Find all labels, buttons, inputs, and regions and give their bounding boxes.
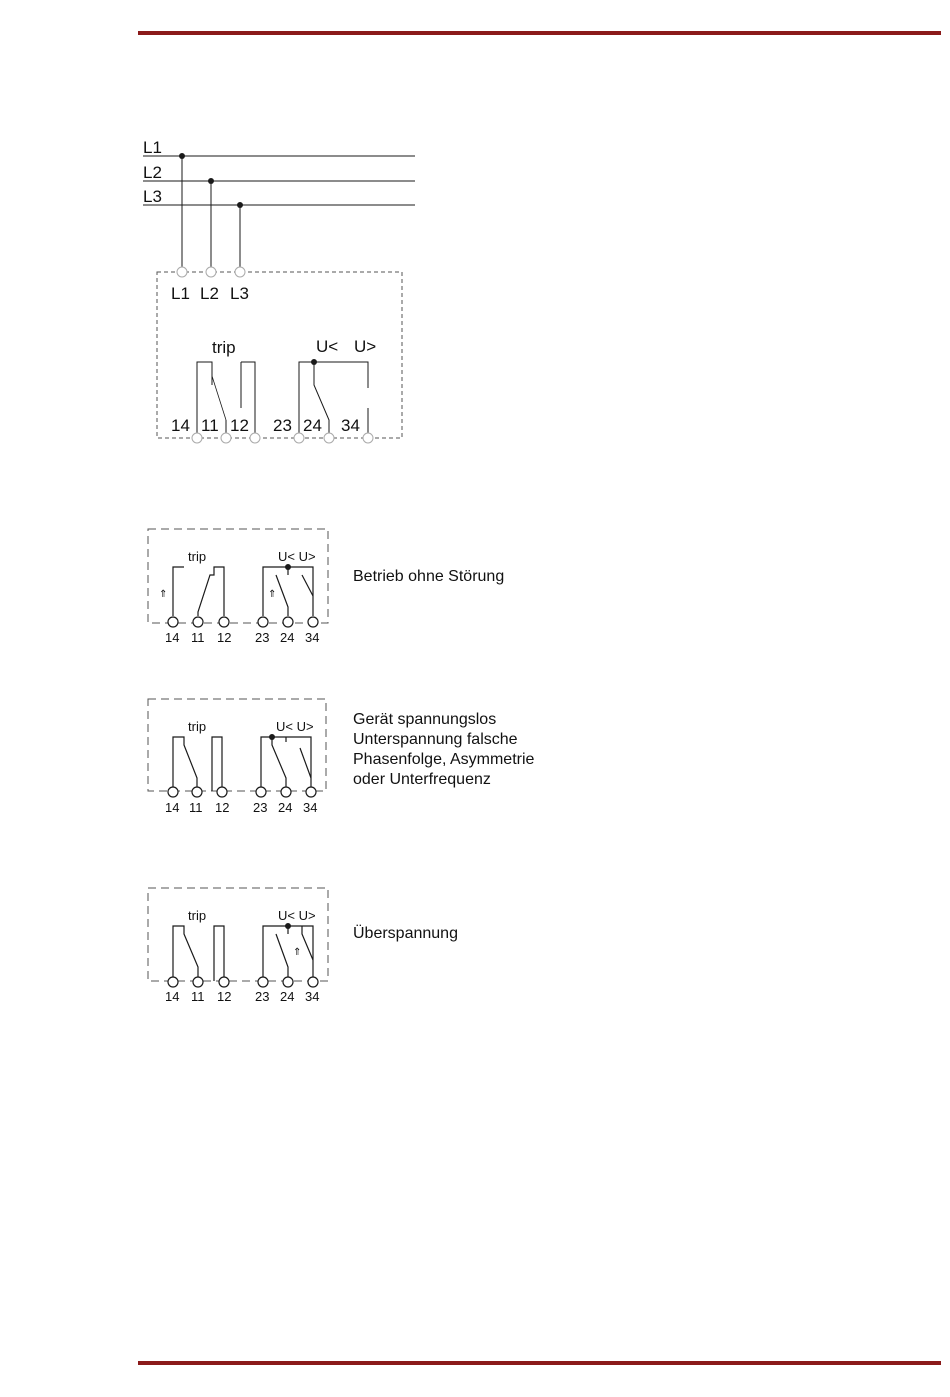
state-2-t23: 23 (253, 800, 268, 815)
junction-u (311, 359, 317, 365)
u-high-label: U> (354, 337, 377, 356)
trip-switch-blade (212, 376, 226, 420)
state-1-u: U< U> (278, 549, 316, 564)
line-label-l2: L2 (143, 163, 162, 182)
terminal-12 (250, 433, 260, 443)
contact-12: 12 (230, 416, 249, 435)
svg-text:⇑: ⇑ (293, 947, 302, 958)
device-label-l2: L2 (200, 284, 219, 303)
state-3-t24: 24 (280, 989, 295, 1004)
u-low-label: U< (316, 337, 339, 356)
state-2-caption (353, 710, 534, 790)
state-1-caption: Betrieb ohne Störung (353, 568, 505, 585)
state-diagram-1 (148, 529, 328, 645)
terminal-24 (324, 433, 334, 443)
line-label-l1: L1 (143, 138, 162, 157)
contact-23: 23 (273, 416, 292, 435)
device-label-l1: L1 (171, 284, 190, 303)
device-label-l3: L3 (230, 284, 249, 303)
state-diagram-3 (148, 888, 328, 1004)
state-1-trip: trip (188, 549, 207, 564)
state-2-t11: 11 (189, 800, 203, 815)
state-2-trip: trip (188, 719, 207, 734)
contact-14: 14 (171, 416, 190, 435)
footer-rule (138, 1361, 941, 1365)
state-1-t11: 11 (191, 630, 205, 645)
svg-text:⇑: ⇑ (159, 589, 168, 600)
junction-l1 (179, 153, 185, 159)
state-3-trip: trip (188, 908, 207, 923)
state-2-t24: 24 (278, 800, 293, 815)
svg-text:⇑: ⇑ (268, 589, 277, 600)
state-2-t14: 14 (165, 800, 180, 815)
terminal-l1 (177, 267, 187, 277)
junction-l2 (208, 178, 214, 184)
state-2-caption-line-1: Gerät spannungslos (353, 711, 497, 728)
state-1-t14: 14 (165, 630, 180, 645)
terminal-l2 (206, 267, 216, 277)
state-1-t34: 34 (305, 630, 320, 645)
state-1-t12: 12 (217, 630, 232, 645)
contact-34: 34 (341, 416, 360, 435)
state-1-outline (148, 529, 328, 623)
state-3-t23: 23 (255, 989, 270, 1004)
state-3-t11: 11 (191, 989, 205, 1004)
state-3-t14: 14 (165, 989, 180, 1004)
contact-24: 24 (303, 416, 322, 435)
state-3-u: U< U> (278, 908, 316, 923)
state-2-caption-line-3: Phasenfolge, Asymmetrie (353, 751, 535, 768)
state-3-outline (148, 888, 328, 981)
terminal-l3 (235, 267, 245, 277)
state-3-t12: 12 (217, 989, 232, 1004)
terminal-34 (363, 433, 373, 443)
state-2-caption-line-4: oder Unterfrequenz (353, 771, 491, 788)
state-3-t34: 34 (305, 989, 320, 1004)
state-diagram-2 (148, 699, 326, 815)
state-1-t23: 23 (255, 630, 270, 645)
state-2-t12: 12 (215, 800, 230, 815)
state-2-outline (148, 699, 326, 791)
junction-l3 (237, 202, 243, 208)
line-label-l3: L3 (143, 187, 162, 206)
state-3-caption: Überspannung (353, 925, 458, 942)
state-2-t34: 34 (303, 800, 318, 815)
state-1-t24: 24 (280, 630, 295, 645)
contact-11: 11 (201, 416, 219, 435)
state-2-u: U< U> (276, 719, 314, 734)
trip-label: trip (212, 338, 236, 357)
state-2-caption-line-2: Unterspannung falsche (353, 731, 518, 748)
